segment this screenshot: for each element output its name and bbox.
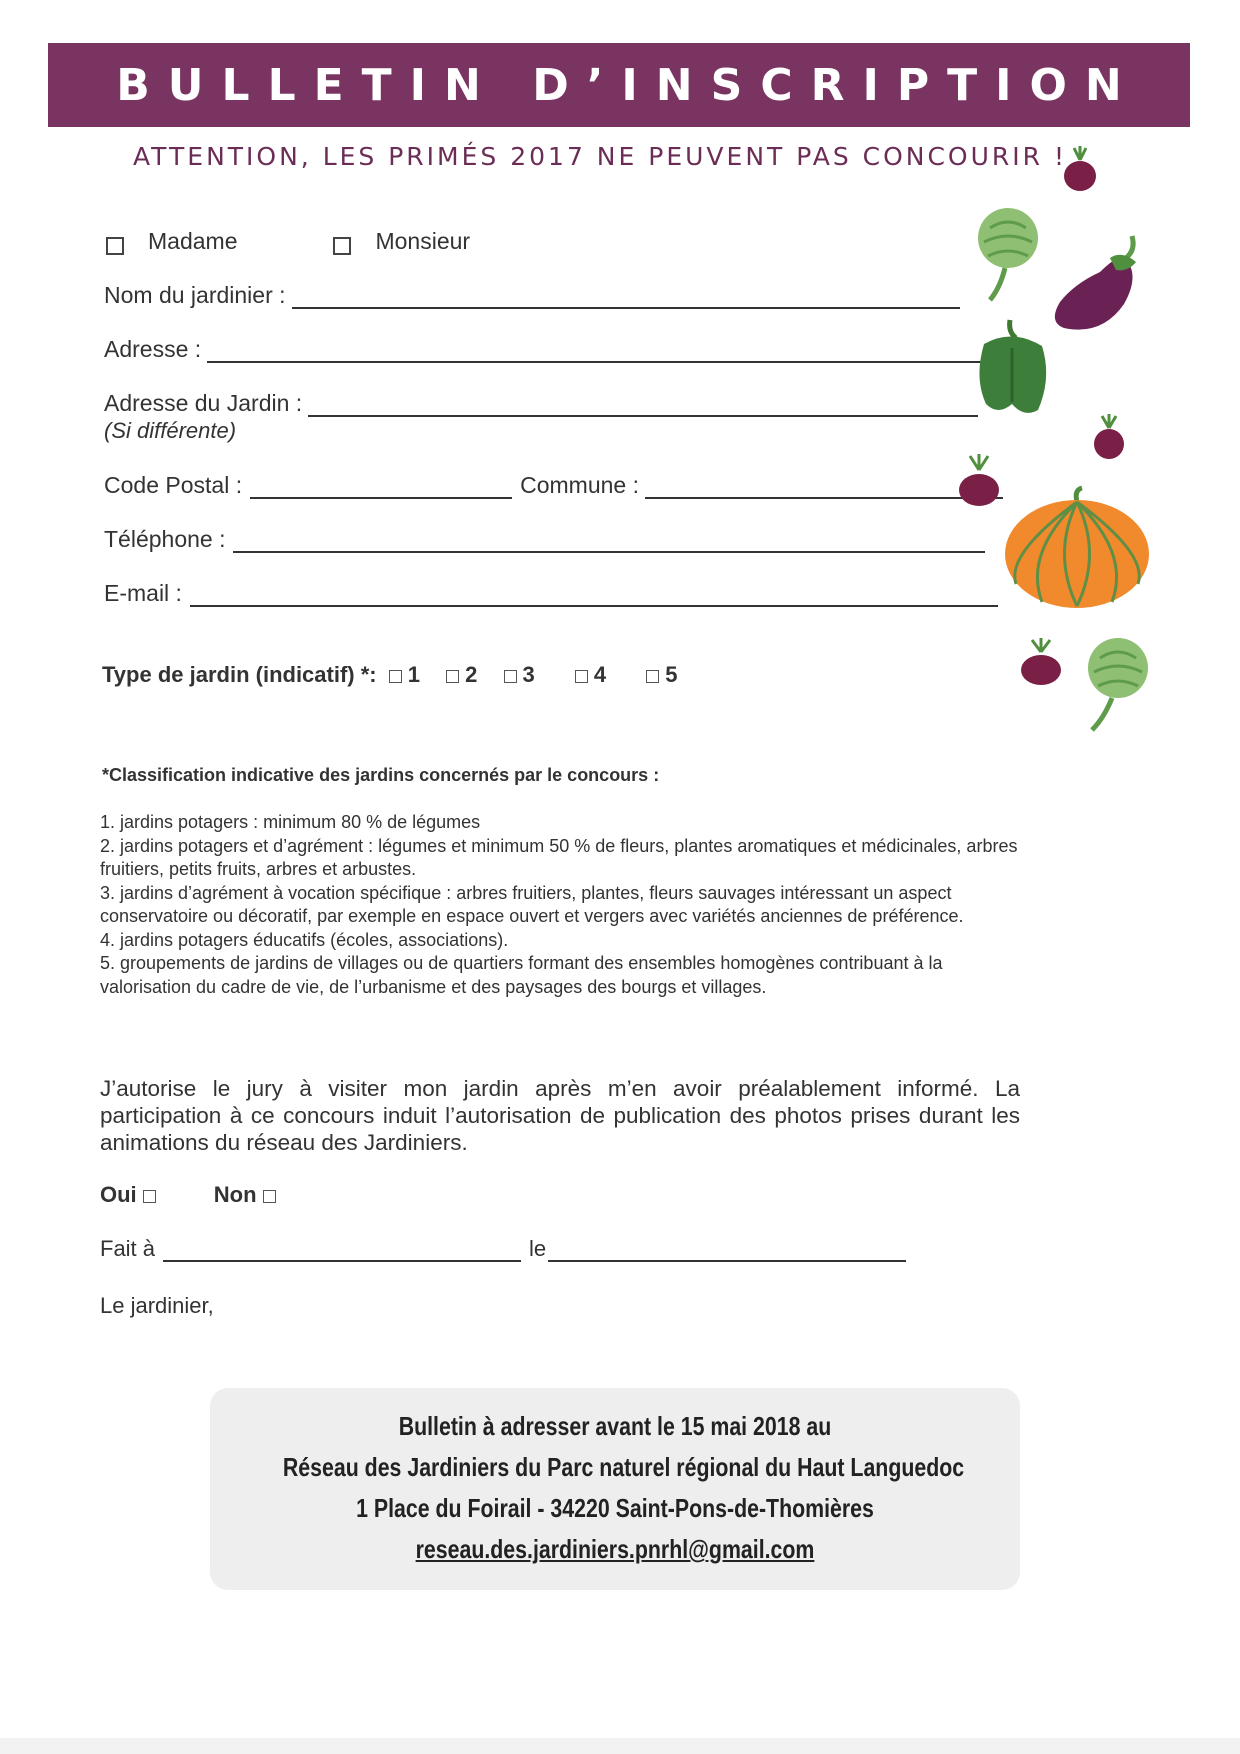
adresse-jardin-label: Adresse du Jardin : — [104, 390, 303, 416]
classification-list — [100, 811, 1020, 999]
checkbox-icon — [263, 1190, 276, 1203]
le-label: le — [529, 1236, 547, 1261]
telephone-label: Téléphone : — [104, 526, 226, 552]
footer-email-link[interactable]: reseau.des.jardiniers.pnrhl@gmail.com — [415, 1534, 815, 1564]
telephone-field[interactable] — [233, 527, 985, 553]
garden-type-option-5[interactable]: 5 — [640, 662, 677, 687]
checkbox-icon — [504, 670, 517, 683]
monsieur-checkbox[interactable] — [333, 237, 351, 255]
beet-icon — [1058, 146, 1102, 196]
checkbox-icon — [646, 670, 659, 683]
date-field[interactable] — [548, 1236, 906, 1262]
classification-item: 3. jardins d’agrément à vocation spécifique : arbres fruitiers, plantes, fleurs sauvages intéressant un aspect conservatoire ou décoratif, par exemple en espace ouvert et vergers avec variétés anciennes de préférence. — [100, 882, 964, 926]
artichoke-icon — [1076, 636, 1152, 732]
madame-checkbox[interactable] — [106, 237, 124, 255]
garden-type-row — [102, 662, 692, 688]
email-label: E-mail : — [104, 580, 182, 606]
civility-row — [106, 228, 470, 255]
pepper-icon — [972, 318, 1052, 418]
checkbox-icon — [446, 670, 459, 683]
checkbox-icon — [575, 670, 588, 683]
classification-item: 2. jardins potagers et d’agrément : légumes et minimum 50 % de fleurs, plantes aromatiques et médicinales, arbres fruitiers, petits fruits, arbres et arbustes. — [100, 835, 1018, 879]
email-row — [104, 580, 998, 607]
adresse-jardin-field[interactable] — [308, 391, 978, 417]
garden-type-option-4[interactable]: 4 — [569, 662, 606, 687]
garden-type-option-2[interactable]: 2 — [440, 662, 477, 687]
footer-deadline: Bulletin à adresser avant le 15 mai 2018 au — [398, 1411, 832, 1441]
checkbox-icon — [389, 670, 402, 683]
eggplant-icon — [1052, 232, 1150, 336]
oui-non-row — [100, 1182, 318, 1208]
fait-a-label: Fait à — [100, 1236, 156, 1261]
classification-item: 1. jardins potagers : minimum 80 % de légumes — [100, 812, 481, 832]
monsieur-label: Monsieur — [375, 228, 471, 254]
classification-item: 5. groupements de jardins de villages ou de quartiers formant des ensembles homogènes contribuant à la valorisation du cadre de vie, de l’urbanisme et des paysages des bourgs et villages. — [100, 953, 943, 997]
attention-notice: ATTENTION, LES PRIMÉS 2017 NE PEUVENT PAS CONCOURIR ! — [133, 142, 1067, 171]
page-title: BULLETIN D’INSCRIPTION — [116, 59, 1140, 111]
footer-organisation: Réseau des Jardiniers du Parc naturel régional du Haut Languedoc — [282, 1452, 965, 1482]
oui-option[interactable]: Oui — [100, 1182, 162, 1207]
garden-type-option-1[interactable]: 1 — [383, 662, 420, 687]
pumpkin-icon — [1002, 488, 1152, 610]
garden-type-label: Type de jardin (indicatif) *: — [102, 662, 377, 687]
adresse-jardin-row — [104, 390, 978, 417]
artichoke-icon — [970, 208, 1040, 303]
adresse-row — [104, 336, 985, 363]
footer-address-box — [210, 1388, 1020, 1590]
adresse-jardin-note: (Si différente) — [104, 418, 237, 443]
telephone-row — [104, 526, 985, 553]
consent-text: J’autorise le jury à visiter mon jardin après m’en avoir préalablement informé. La participation à ce concours induit l’autorisation de publication des photos prises durant les animations du réseau des Jardiniers. — [100, 1076, 1020, 1155]
nom-field[interactable] — [292, 283, 960, 309]
email-field[interactable] — [190, 581, 998, 607]
adresse-label: Adresse : — [104, 336, 202, 362]
code-postal-label: Code Postal : — [104, 472, 243, 498]
beet-icon — [1014, 638, 1068, 688]
fait-a-field[interactable] — [163, 1236, 521, 1262]
nom-row — [104, 282, 960, 309]
beet-icon — [952, 454, 1006, 510]
code-postal-field[interactable] — [250, 473, 512, 499]
madame-label: Madame — [148, 228, 238, 254]
non-option[interactable]: Non — [214, 1182, 282, 1207]
signature-label: Le jardinier, — [100, 1293, 214, 1318]
commune-label: Commune : — [520, 472, 639, 498]
fait-a-row — [100, 1236, 906, 1262]
page-edge — [0, 1738, 1240, 1754]
code-commune-row — [104, 472, 1003, 499]
classification-title: *Classification indicative des jardins concernés par le concours : — [102, 765, 660, 785]
title-banner — [48, 43, 1190, 127]
commune-field[interactable] — [645, 473, 1003, 499]
footer-address: 1 Place du Foirail - 34220 Saint-Pons-de-Thomières — [356, 1493, 874, 1523]
nom-label: Nom du jardinier : — [104, 282, 286, 308]
adresse-field[interactable] — [207, 337, 985, 363]
classification-item: 4. jardins potagers éducatifs (écoles, associations). — [100, 929, 509, 950]
checkbox-icon — [143, 1190, 156, 1203]
beet-icon — [1088, 414, 1130, 464]
garden-type-option-3[interactable]: 3 — [498, 662, 535, 687]
